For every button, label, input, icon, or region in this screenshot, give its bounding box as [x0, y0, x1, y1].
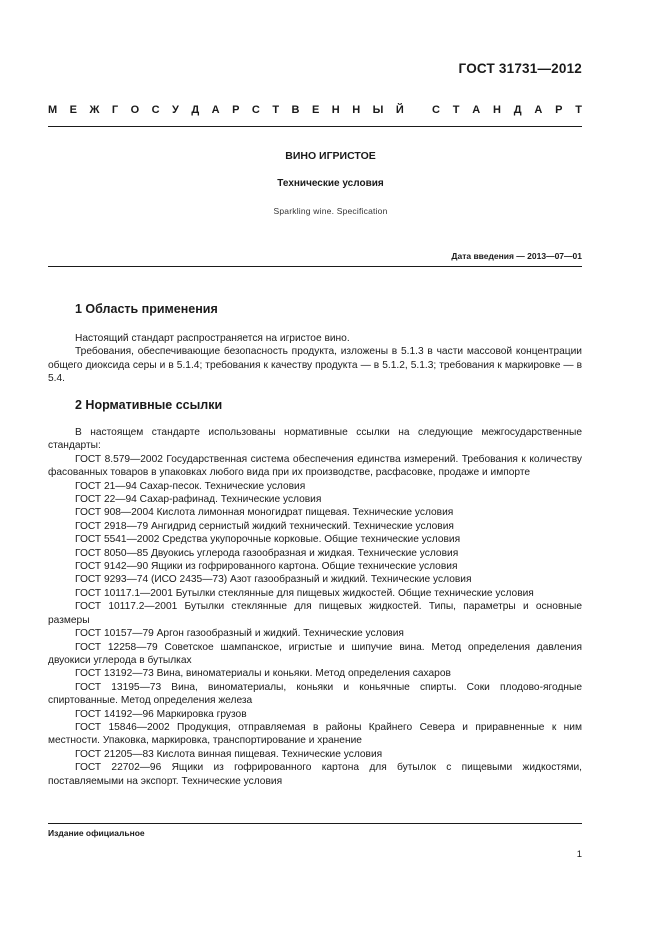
- banner-letter: Е: [311, 104, 320, 116]
- banner-word-standard: [432, 104, 582, 116]
- paragraph: ГОСТ 5541—2002 Средства укупорочные корковые. Общие технические условия: [75, 534, 461, 546]
- paragraph: ГОСТ 21—94 Сахар-песок. Технические условия: [75, 480, 306, 492]
- paragraph: ГОСТ 9142—90 Ящики из гофрированного картона. Общие технические условия: [75, 561, 458, 573]
- page-number: 1: [576, 849, 582, 860]
- paragraph: ГОСТ 2918—79 Ангидрид сернистый жидкий технический. Технические условия: [75, 520, 454, 532]
- paragraph: ГОСТ 12258—79 Советское шампанское, игристые и шипучие вина. Метод определения давления двуокиси углерода в бутылках: [48, 641, 582, 666]
- english-title: Sparkling wine. Specification: [273, 206, 388, 216]
- paragraph: ГОСТ 908—2004 Кислота лимонная моногидрат пищевая. Технические условия: [75, 507, 454, 519]
- banner-letter: А: [472, 104, 481, 116]
- banner-letter: Н: [352, 104, 361, 116]
- banner-letter: Ж: [89, 104, 100, 116]
- paragraph: ГОСТ 22—94 Сахар-рафинад. Технические условия: [75, 494, 322, 506]
- introduction-date: Дата введения — 2013—07—01: [451, 251, 582, 261]
- standard-code: ГОСТ 31731—2012: [458, 61, 582, 76]
- banner-letter: Р: [232, 104, 240, 116]
- interstate-standard-banner: [48, 104, 582, 116]
- paragraph: ГОСТ 8050—85 Двуокись углерода газообразная и жидкая. Технические условия: [75, 547, 459, 559]
- document-subtitle: Технические условия: [277, 178, 384, 189]
- paragraph: ГОСТ 8.579—2002 Государственная система обеспечения единства измерений. Требования к количеству фасованных товаров в упаковках любого вида при их производстве, расфасовке, продаже и импорте: [48, 453, 582, 479]
- paragraph: ГОСТ 13192—73 Вина, виноматериалы и коньяки. Метод определения сахаров: [75, 668, 451, 680]
- banner-letter: В: [291, 104, 300, 116]
- document-title: ВИНО ИГРИСТОЕ: [285, 150, 376, 162]
- paragraph: ГОСТ 21205—83 Кислота винная пищевая. Технические условия: [75, 748, 383, 760]
- banner-letter: Т: [575, 104, 582, 116]
- header-rule: [48, 126, 582, 127]
- paragraph: ГОСТ 10117.2—2001 Бутылки стеклянные для пищевых жидкостей. Типы, параметры и основные размеры: [48, 601, 582, 626]
- paragraph: Требования, обеспечивающие безопасность продукта, изложены в 5.1.3 в части массовой концентрации общего диоксида серы и в 5.1.4; требования к качеству продукта — в 5.1.2, 5.1.3; требования к маркировке — в 5.4.: [48, 346, 582, 385]
- banner-letter: С: [151, 104, 160, 116]
- paragraph: ГОСТ 13195—73 Вина, виноматериалы, коньяки и коньячные спирты. Соки плодово-ягодные спиртованные. Метод определения железа: [48, 681, 582, 707]
- banner-letter: М: [48, 104, 58, 116]
- official-edition-label: Издание официальное: [48, 828, 145, 838]
- paragraph: В настоящем стандарте использованы нормативные ссылки на следующие межгосударственные стандарты:: [48, 427, 582, 452]
- footer-rule: [48, 823, 582, 824]
- paragraph: ГОСТ 9293—74 (ИСО 2435—73) Азот газообразный и жидкий. Технические условия: [75, 574, 472, 586]
- section-1-body: [48, 332, 582, 386]
- date-rule: [48, 266, 582, 267]
- paragraph: ГОСТ 10157—79 Аргон газообразный и жидкий. Технические условия: [75, 628, 404, 640]
- section-1-heading: 1 Область применения: [75, 302, 218, 316]
- section-2-body: [48, 426, 582, 788]
- paragraph: ГОСТ 10117.1—2001 Бутылки стеклянные для пищевых жидкостей. Общие технические условия: [75, 587, 534, 599]
- paragraph: ГОСТ 15846—2002 Продукция, отправляемая в районы Крайнего Севера и приравненные к ним местности. Упаковка, маркировка, транспортирование и хранение: [48, 721, 582, 747]
- banner-letter: Е: [69, 104, 77, 116]
- banner-letter: Н: [492, 104, 501, 116]
- banner-letter: Н: [331, 104, 340, 116]
- banner-letter: Д: [513, 104, 522, 116]
- banner-letter: А: [534, 104, 543, 116]
- banner-letter: С: [251, 104, 260, 116]
- banner-letter: С: [432, 104, 440, 116]
- banner-letter: А: [211, 104, 220, 116]
- banner-letter: Д: [191, 104, 200, 116]
- banner-letter: Г: [111, 104, 119, 116]
- banner-letter: Ы: [372, 104, 384, 116]
- banner-letter: Т: [452, 104, 460, 116]
- paragraph: Настоящий стандарт распространяется на игристое вино.: [75, 333, 350, 344]
- banner-word-interstate: [48, 104, 404, 116]
- banner-letter: Р: [555, 104, 563, 116]
- paragraph: ГОСТ 22702—96 Ящики из гофрированного картона для бутылок с пищевыми жидкостями, поставляемыми на экспорт. Технические условия: [48, 762, 582, 787]
- banner-letter: Т: [272, 104, 280, 116]
- paragraph: ГОСТ 14192—96 Маркировка грузов: [75, 708, 247, 720]
- section-2-heading: 2 Нормативные ссылки: [75, 398, 223, 412]
- banner-letter: У: [172, 104, 179, 116]
- banner-letter: О: [130, 104, 140, 116]
- banner-letter: Й: [395, 104, 404, 116]
